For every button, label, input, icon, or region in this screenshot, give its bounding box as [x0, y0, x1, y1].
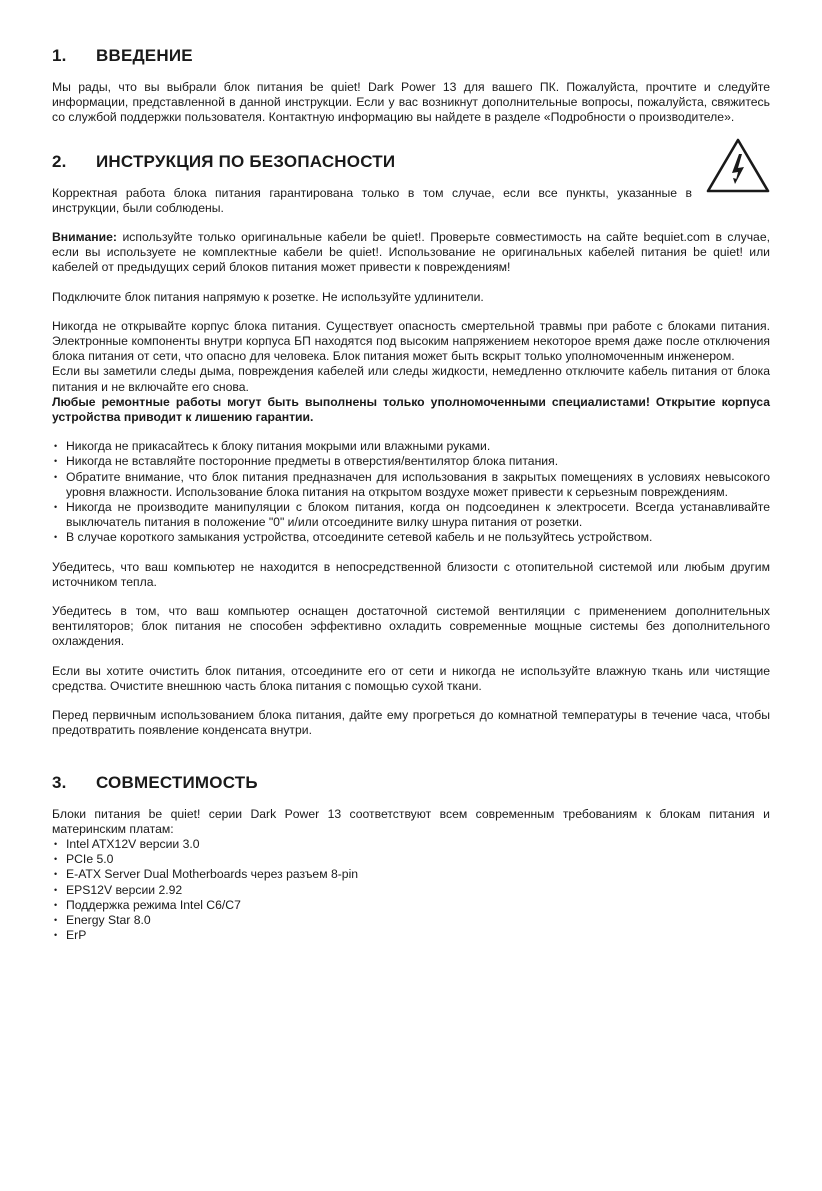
list-item: • Intel ATX12V версии 3.0 — [52, 837, 770, 852]
list-item: • Никогда не производите манипуляции с блоком питания, когда он подсоединен к электросети. Всегда устанавливайте выключатель питания в положение "0" и/или отсоедините вилку шнура питания от розетки. — [52, 500, 770, 530]
section-title: ИНСТРУКЦИЯ ПО БЕЗОПАСНОСТИ — [96, 151, 396, 171]
list-item: • Energy Star 8.0 — [52, 913, 770, 928]
list-item: • Обратите внимание, что блок питания предназначен для использования в закрытых помещениях в условиях невысокого уровня влажности. Использование блока питания на открытом воздухе может привести к серьезным повреждениям. — [52, 470, 770, 500]
compat-paragraph: Блоки питания be quiet! серии Dark Power 13 соответствуют всем современным требованиям к блокам питания и материнским платам: — [52, 806, 770, 836]
section-number: 1. — [52, 46, 67, 65]
high-voltage-warning-icon — [706, 138, 770, 194]
intro-paragraph: Мы рады, что вы выбрали блок питания be quiet! Dark Power 13 для вашего ПК. Пожалуйста, прочтите и следуйте информации, представленной в данной инструкции. Если у вас возникнут дополнительные вопросы, пожалуйста, свяжитесь со службой поддержки пользователя. Контактную информацию вы найдете в разделе «Подробности о производителе». — [52, 80, 770, 125]
section-title: СОВМЕСТИМОСТЬ — [96, 772, 258, 792]
section-compat-heading — [52, 773, 770, 793]
attention-text: используйте только оригинальные кабели be quiet!. Проверьте совместимость на сайте bequiet.com в случае, если вы используете не комплектные кабели be quiet!. Использование не оригинальных кабелей питания be quiet! или кабелей от предыдущих серий блоков питания может привести к повреждениям! — [52, 230, 770, 275]
section-safety-heading — [52, 152, 770, 172]
do-not-open-paragraph: Никогда не открывайте корпус блока питания. Существует опасность смертельной травмы при работе с блоками питания. Электронные компоненты внутри корпуса БП находятся под высоким напряжением некоторое время даже после отключения блока питания от сети, что опасно для человека. Блок питания может быть вскрыт только уполномоченным инженером. — [52, 318, 770, 364]
list-item: • E-ATX Server Dual Motherboards через разъем 8-pin — [52, 867, 770, 882]
list-item: • Поддержка режима Intel C6/C7 — [52, 898, 770, 913]
attention-label: Внимание: — [52, 230, 117, 245]
heat-source-paragraph: Убедитесь, что ваш компьютер не находится в непосредственной близости с отопительной системой или любым другим источником тепла. — [52, 559, 770, 589]
condensation-paragraph: Перед первичным использованием блока питания, дайте ему прогреться до комнатной температуры в течение часа, чтобы предотвратить появление конденсата внутри. — [52, 708, 770, 738]
cleaning-paragraph: Если вы хотите очистить блок питания, отсоедините его от сети и никогда не используйте влажную ткань или чистящие средства. Очистите внешнюю часть блока питания с помощью сухой ткани. — [52, 663, 770, 693]
section-title: ВВЕДЕНИЕ — [96, 46, 193, 65]
safety-bullet-list — [52, 439, 770, 545]
ventilation-paragraph: Убедитесь в том, что ваш компьютер оснащен достаточной системой вентиляции с применением дополнительных вентиляторов; блок питания не способен эффективно охладить современные мощные системы без дополнительного охлаждения. — [52, 604, 770, 649]
compat-bullet-list — [52, 837, 770, 943]
list-item: • EPS12V версии 2.92 — [52, 883, 770, 898]
document-page — [52, 46, 770, 943]
list-item: • ErP — [52, 928, 770, 943]
section-intro-heading — [52, 46, 770, 66]
section-number: 2. — [52, 151, 67, 171]
repair-warning-paragraph: Любые ремонтные работы могут быть выполнены только уполномоченными специалистами! Открытие корпуса устройства приводит к лишению гарантии. — [52, 394, 770, 425]
safety-header-block — [52, 152, 770, 216]
safety-intro-paragraph: Корректная работа блока питания гарантирована только в том случае, если все пункты, указанные в инструкции, были соблюдены. — [52, 185, 692, 215]
section-number: 3. — [52, 772, 67, 792]
direct-connect-paragraph: Подключите блок питания напрямую к розетке. Не используйте удлинители. — [52, 289, 484, 304]
list-item: • В случае короткого замыкания устройства, отсоедините сетевой кабель и не пользуйтесь устройством. — [52, 530, 770, 545]
smoke-damage-paragraph: Если вы заметили следы дыма, повреждения кабелей или следы жидкости, немедленно отключите кабель питания от блока питания и не включайте его снова. — [52, 364, 770, 394]
list-item: • Никогда не прикасайтесь к блоку питания мокрыми или влажными руками. — [52, 439, 770, 454]
list-item: • PCIe 5.0 — [52, 852, 770, 867]
list-item: • Никогда не вставляйте посторонние предметы в отверстия/вентилятор блока питания. — [52, 454, 770, 469]
attention-paragraph — [52, 230, 770, 276]
